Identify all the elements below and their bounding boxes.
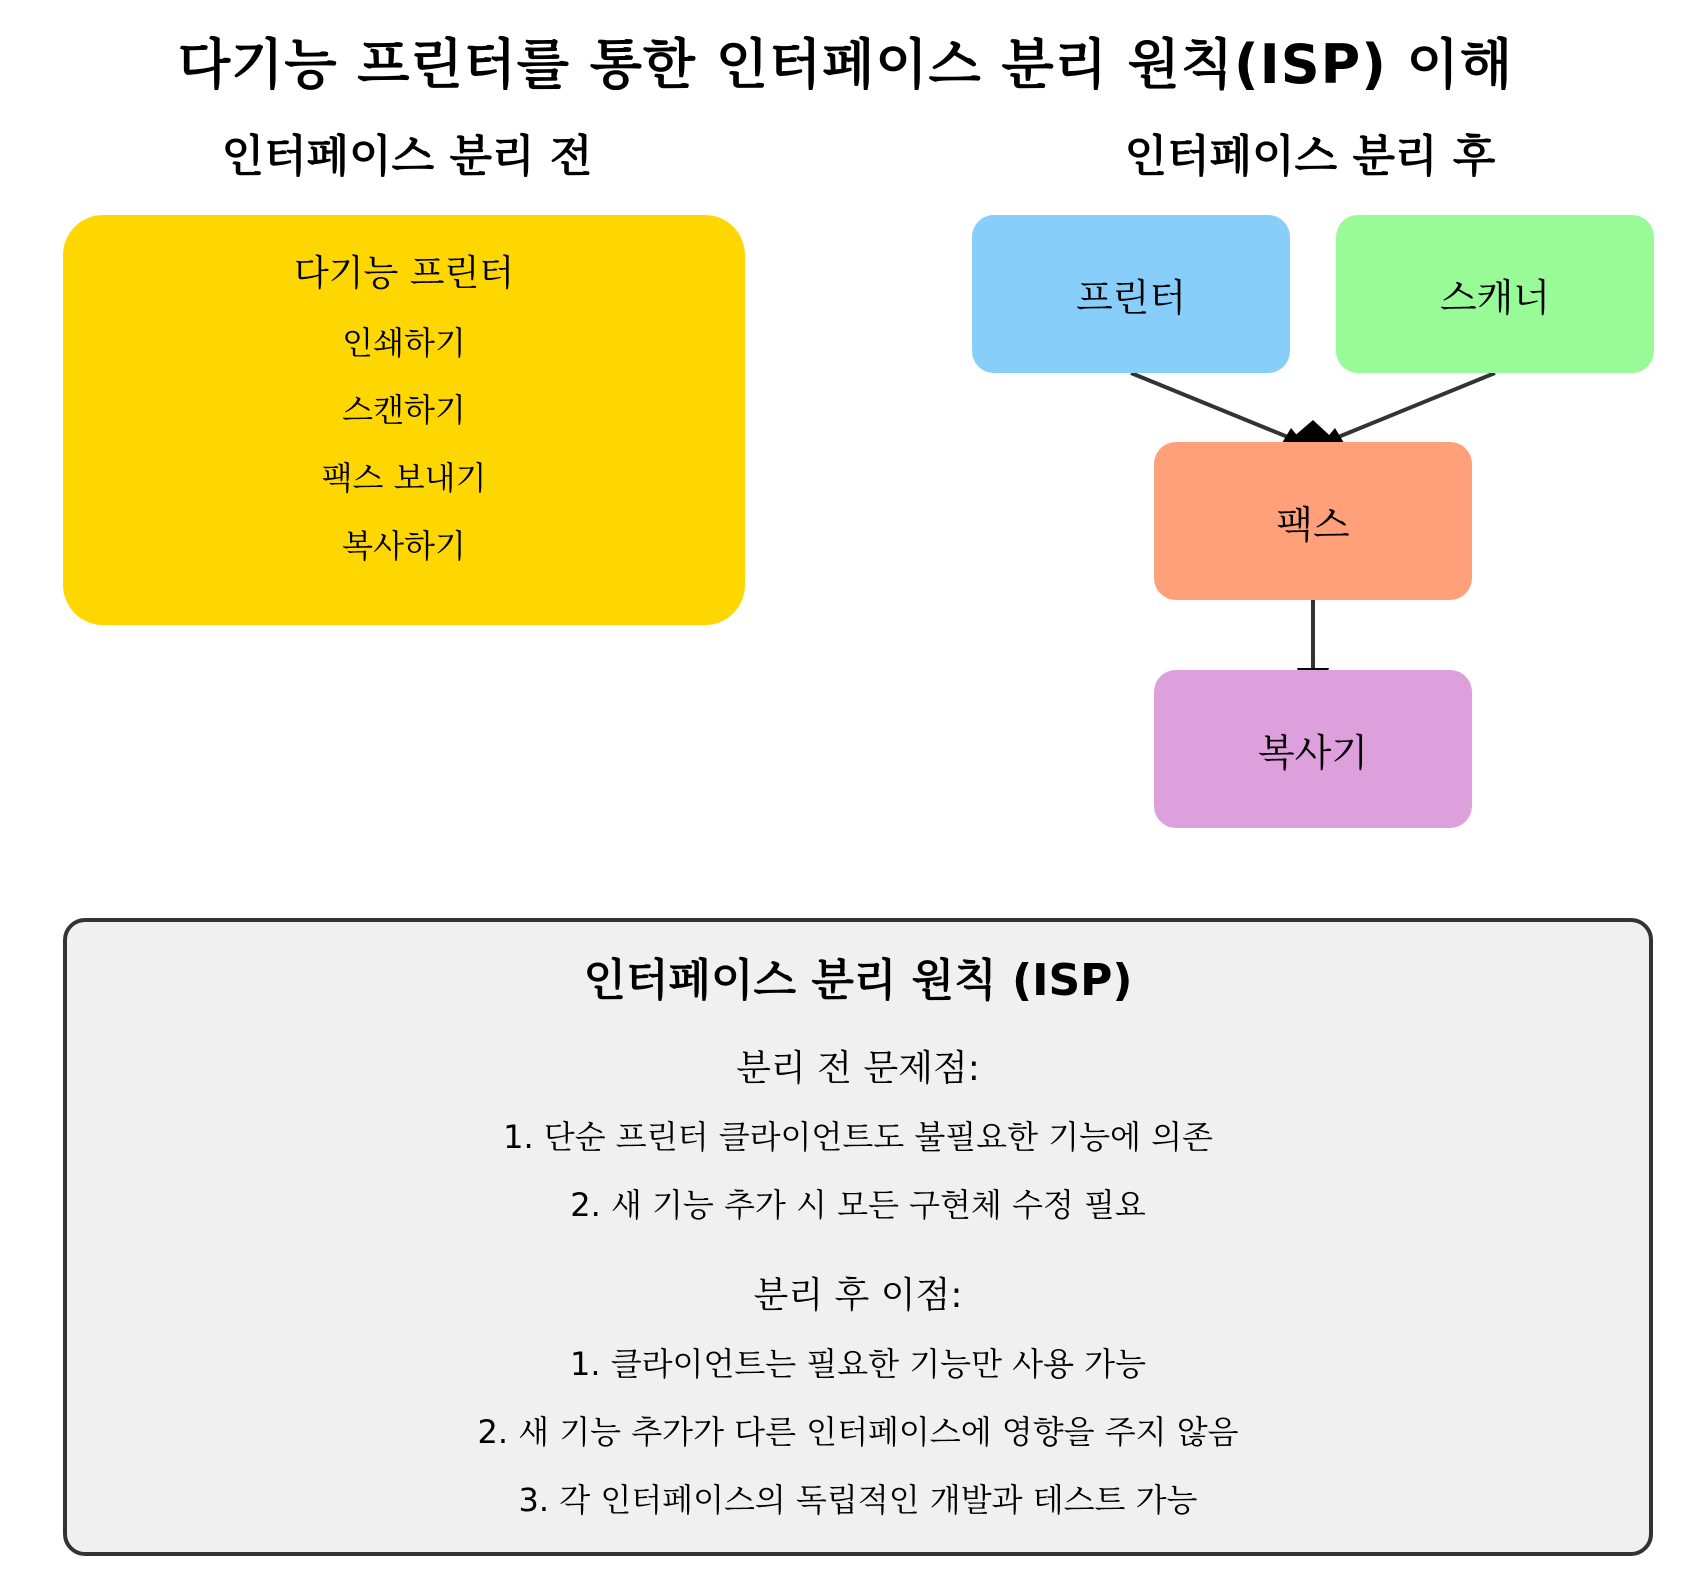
edge-scanner-to-fax <box>1326 373 1495 442</box>
isp-title: 인터페이스 분리 원칙 (ISP) <box>583 955 1133 1006</box>
benefit-item: 3. 각 인터페이스의 독립적인 개발과 테스트 가능 <box>518 1481 1198 1519</box>
edge-printer-to-fax <box>1131 373 1300 442</box>
benefit-item: 1. 클라이언트는 필요한 기능만 사용 가능 <box>570 1345 1146 1383</box>
printer-node <box>972 215 1290 373</box>
mfp-feature-scan: 스캔하기 <box>342 391 466 429</box>
mfp-title: 다기능 프린터 <box>293 253 515 294</box>
scanner-node-label: 스캐너 <box>1439 275 1551 320</box>
fax-node <box>1154 442 1472 600</box>
mfp-feature-print: 인쇄하기 <box>342 324 466 362</box>
problems-heading: 분리 전 문제점: <box>736 1048 980 1089</box>
mfp-feature-copy: 복사하기 <box>342 527 466 565</box>
copier-node <box>1154 670 1472 828</box>
fax-node-label: 팩스 <box>1276 502 1350 547</box>
benefit-item: 2. 새 기능 추가가 다른 인터페이스에 영향을 주지 않음 <box>477 1413 1239 1451</box>
isp-summary-panel <box>63 918 1653 1556</box>
scanner-node <box>1336 215 1654 373</box>
problem-item: 2. 새 기능 추가 시 모든 구현체 수정 필요 <box>570 1186 1146 1224</box>
benefits-heading: 분리 후 이점: <box>753 1275 963 1316</box>
copier-node-label: 복사기 <box>1257 730 1369 775</box>
diagram-title: 다기능 프린터를 통한 인터페이스 분리 원칙(ISP) 이해 <box>178 33 1513 96</box>
before-heading: 인터페이스 분리 전 <box>221 131 593 182</box>
printer-node-label: 프린터 <box>1075 275 1187 320</box>
after-heading: 인터페이스 분리 후 <box>1124 131 1496 182</box>
mfp-feature-fax: 팩스 보내기 <box>321 459 487 497</box>
problem-item: 1. 단순 프린터 클라이언트도 불필요한 기능에 의존 <box>503 1118 1213 1156</box>
